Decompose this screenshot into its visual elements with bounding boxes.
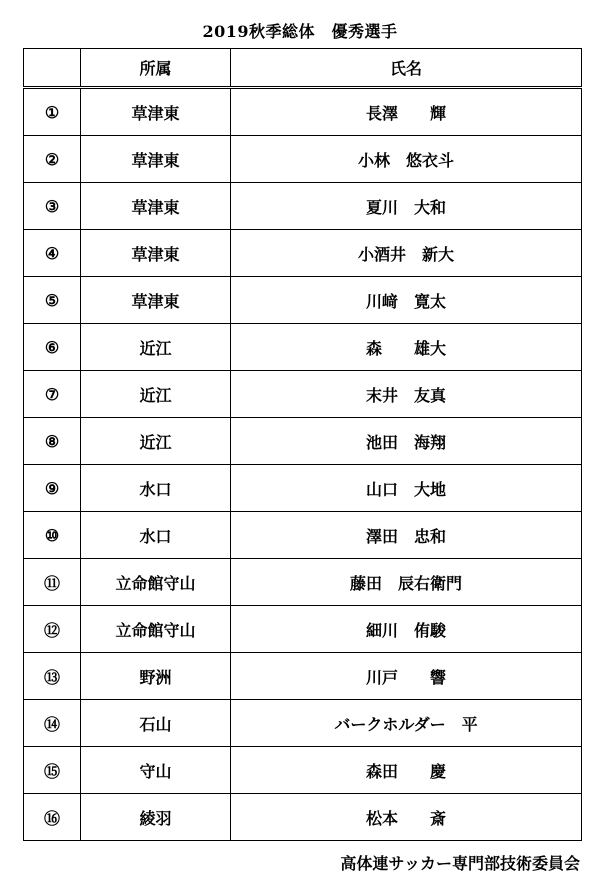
row-team: 草津東: [81, 183, 231, 230]
row-number: ⑥: [24, 324, 81, 371]
row-team: 草津東: [81, 230, 231, 277]
committee-footer: 高体連サッカー専門部技術委員会: [340, 854, 580, 873]
row-team: 守山: [81, 747, 231, 794]
table-row: [24, 136, 582, 183]
row-player-name: 藤田 辰右衛門: [231, 559, 582, 606]
table-row: [24, 606, 582, 653]
row-team: 近江: [81, 324, 231, 371]
row-team: 近江: [81, 418, 231, 465]
table-header-row: [24, 49, 582, 88]
table-row: [24, 371, 582, 418]
document-title: 2019秋季総体 優秀選手: [202, 22, 398, 41]
row-player-name: バークホルダー 平: [231, 700, 582, 747]
table-row: [24, 747, 582, 794]
row-number: ⑩: [24, 512, 81, 559]
row-number: ⑯: [24, 794, 81, 841]
row-team: 水口: [81, 512, 231, 559]
header-name: 氏名: [231, 49, 582, 88]
table-row: [24, 465, 582, 512]
row-team: 石山: [81, 700, 231, 747]
row-number: ③: [24, 183, 81, 230]
row-player-name: 夏川 大和: [231, 183, 582, 230]
row-team: 近江: [81, 371, 231, 418]
row-number: ④: [24, 230, 81, 277]
table-row: [24, 653, 582, 700]
row-player-name: 澤田 忠和: [231, 512, 582, 559]
table-row: [24, 277, 582, 324]
row-player-name: 森 雄大: [231, 324, 582, 371]
row-number: ②: [24, 136, 81, 183]
row-team: 草津東: [81, 88, 231, 136]
row-number: ⑧: [24, 418, 81, 465]
row-player-name: 松本 斎: [231, 794, 582, 841]
table-row: [24, 183, 582, 230]
row-number: ⑮: [24, 747, 81, 794]
table-row: [24, 559, 582, 606]
table-row: [24, 324, 582, 371]
row-team: 立命館守山: [81, 559, 231, 606]
row-number: ①: [24, 88, 81, 136]
row-player-name: 末井 友真: [231, 371, 582, 418]
row-team: 水口: [81, 465, 231, 512]
row-team: 綾羽: [81, 794, 231, 841]
header-number: [24, 49, 81, 88]
table-row: [24, 88, 582, 136]
row-player-name: 川戸 響: [231, 653, 582, 700]
table-row: [24, 794, 582, 841]
row-number: ⑫: [24, 606, 81, 653]
row-player-name: 長澤 輝: [231, 88, 582, 136]
row-player-name: 小林 悠衣斗: [231, 136, 582, 183]
row-number: ⑤: [24, 277, 81, 324]
row-player-name: 細川 侑駿: [231, 606, 582, 653]
row-player-name: 川﨑 寛太: [231, 277, 582, 324]
table-row: [24, 700, 582, 747]
row-number: ⑬: [24, 653, 81, 700]
row-team: 草津東: [81, 136, 231, 183]
row-player-name: 山口 大地: [231, 465, 582, 512]
header-team: 所属: [81, 49, 231, 88]
row-player-name: 森田 慶: [231, 747, 582, 794]
row-team: 草津東: [81, 277, 231, 324]
table-row: [24, 230, 582, 277]
row-player-name: 池田 海翔: [231, 418, 582, 465]
row-team: 立命館守山: [81, 606, 231, 653]
roster-table: [23, 48, 582, 841]
row-number: ⑨: [24, 465, 81, 512]
row-team: 野洲: [81, 653, 231, 700]
row-player-name: 小酒井 新大: [231, 230, 582, 277]
table-row: [24, 512, 582, 559]
row-number: ⑭: [24, 700, 81, 747]
row-number: ⑪: [24, 559, 81, 606]
row-number: ⑦: [24, 371, 81, 418]
table-row: [24, 418, 582, 465]
